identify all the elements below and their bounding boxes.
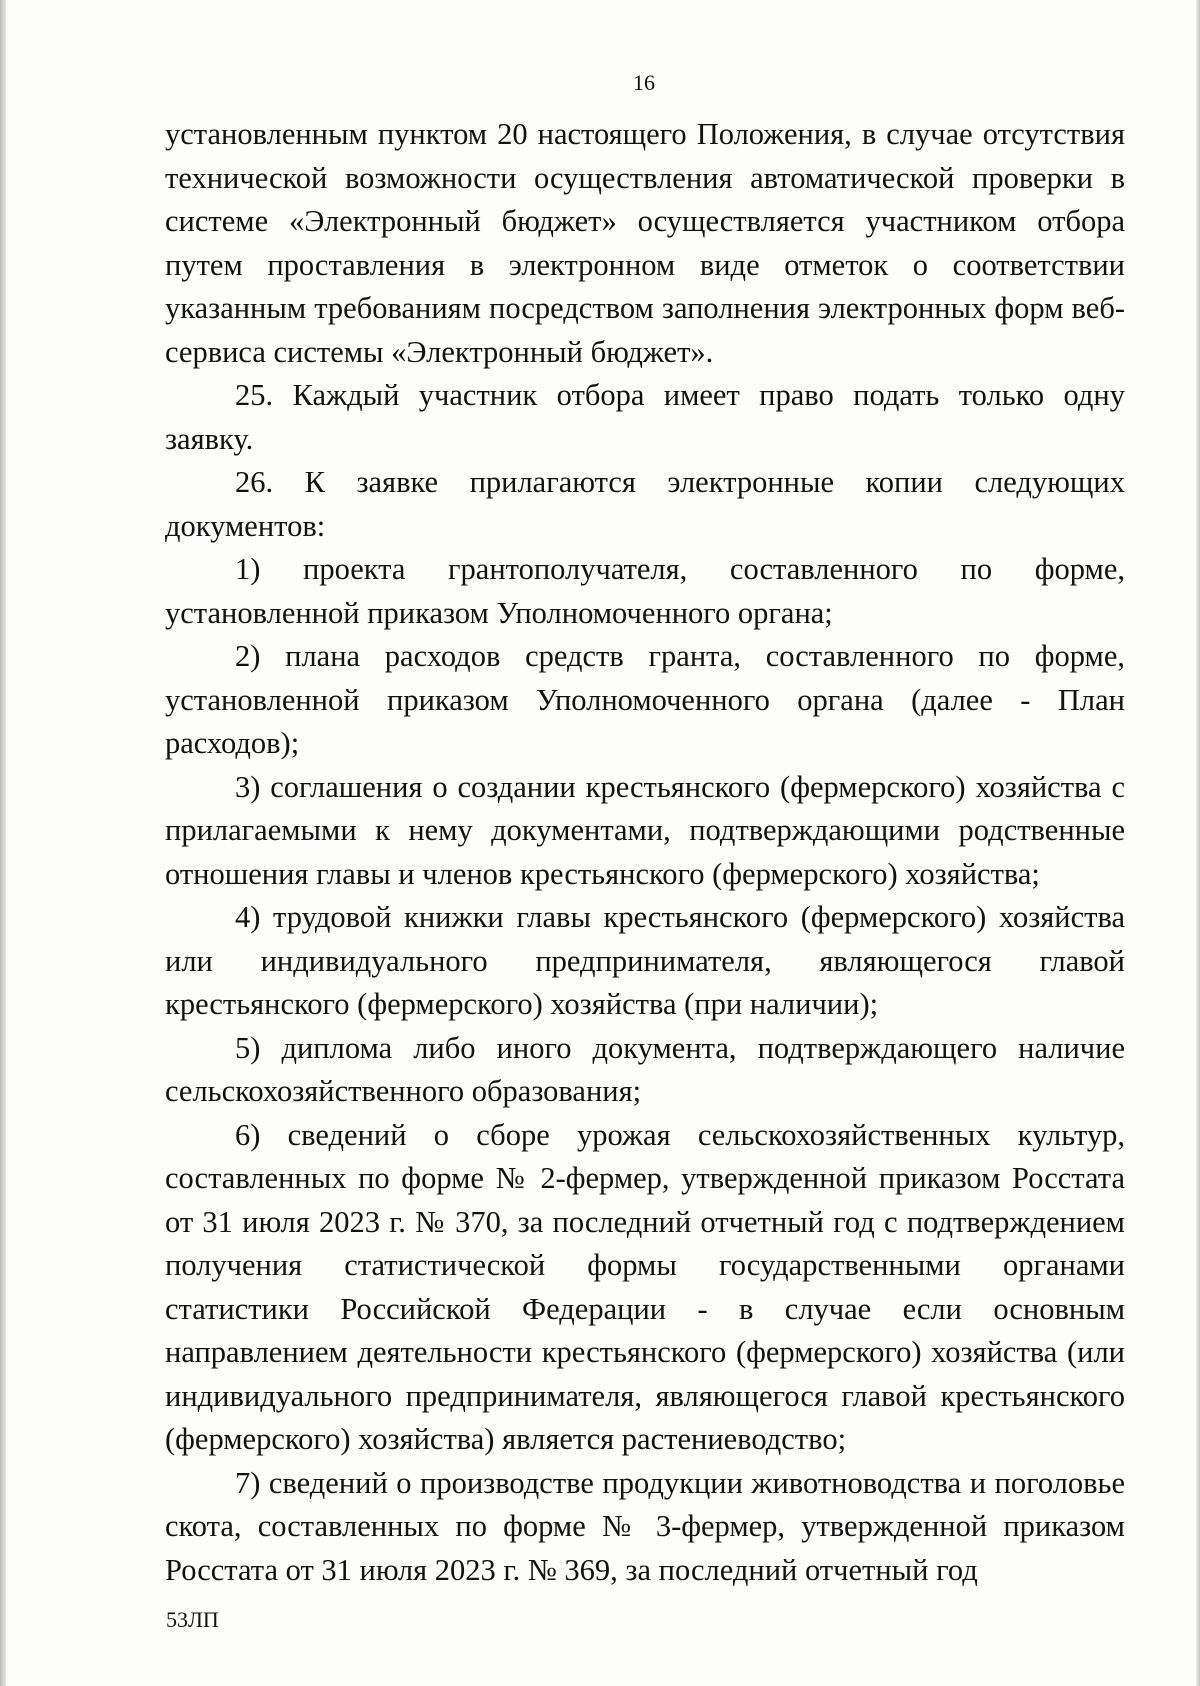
document-body: [165, 113, 1125, 1592]
list-item-5: 5) диплома либо иного документа, подтверждающего наличие сельскохозяйственного образования;: [165, 1030, 1125, 1108]
list-item-3: 3) соглашения о создании крестьянского (фермерского) хозяйства с прилагаемыми к нему документами, подтверждающими родственные отношения главы и членов крестьянского (фермерского) хозяйства;: [165, 769, 1125, 891]
list-item-6: 6) сведений о сборе урожая сельскохозяйственных культур, составленных по форме № 2-фермер, утвержденной приказом Росстата от 31 июля 2023 г. № 370, за последний отчетный год с подтверждением получения статистической формы государственными органами статистики Российской Федерации - в случае если основным направлением деятельности крестьянского (фермерского) хозяйства (или индивидуального предпринимателя, являющегося главой крестьянского (фермерского) хозяйства) является растениеводство;: [165, 1117, 1125, 1456]
paragraph-26: 26. К заявке прилагаются электронные копии следующих документов:: [165, 465, 1125, 543]
paragraph-25: 25. Каждый участник отбора имеет право подать только одну заявку.: [165, 378, 1125, 456]
page-number: 16: [633, 70, 655, 95]
list-item-1: 1) проекта грантополучателя, составленного по форме, установленной приказом Уполномоченного органа;: [165, 552, 1125, 630]
list-item-7: 7) сведений о производстве продукции животноводства и поголовье скота, составленных по форме № 3-фермер, утвержденной приказом Росстата от 31 июля 2023 г. № 369, за последний отчетный год: [165, 1465, 1125, 1587]
scan-edge-left: [0, 0, 6, 1686]
footer-document-code: 53ЛП: [166, 1607, 219, 1632]
paragraph-continuation: установленным пунктом 20 настоящего Положения, в случае отсутствия технической возможности осуществления автоматической проверки в системе «Электронный бюджет» осуществляется участником отбора путем проставления в электронном виде отметок о соответствии указанным требованиям посредством заполнения электронных форм веб-сервиса системы «Электронный бюджет».: [165, 117, 1125, 369]
list-item-2: 2) плана расходов средств гранта, составленного по форме, установленной приказом Уполномоченного органа (далее - План расходов);: [165, 639, 1125, 760]
list-item-4: 4) трудовой книжки главы крестьянского (фермерского) хозяйства или индивидуального предпринимателя, являющегося главой крестьянского (фермерского) хозяйства (при наличии);: [165, 900, 1125, 1021]
scan-edge-right: [1196, 0, 1200, 1686]
